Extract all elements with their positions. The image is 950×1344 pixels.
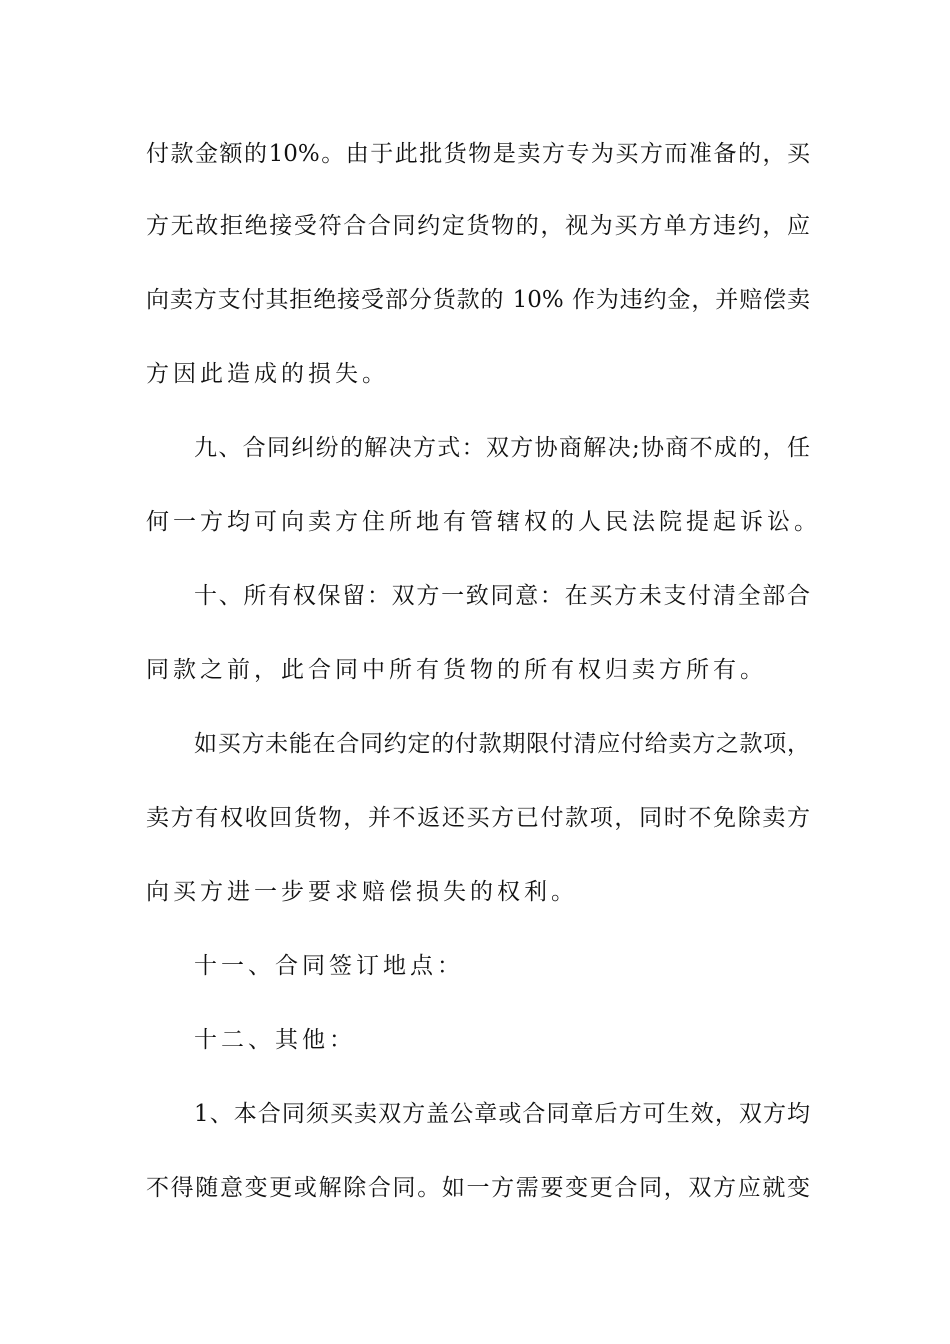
text-line: 同款之前，此合同中所有货物的所有权归卖方所有。 — [146, 657, 767, 683]
text-line: 不得随意变更或解除合同。如一方需要变更合同，双方应就变 — [146, 1175, 810, 1201]
text-line: 如买方未能在合同约定的付款期限付清应付给卖方之款项， — [194, 731, 810, 757]
text-line: 方无故拒绝接受符合合同约定货物的，视为买方单方违约，应 — [146, 213, 810, 239]
text-line: 十二、其他： — [194, 1027, 356, 1053]
text-line: 方因此造成的损失。 — [146, 361, 389, 387]
text-line: 卖方有权收回货物，并不返还买方已付款项，同时不免除卖方 — [146, 805, 810, 831]
text-line: 付款金额的10%。由于此批货物是卖方专为买方而准备的，买 — [146, 141, 810, 167]
text-line: 1、本合同须买卖双方盖公章或合同章后方可生效，双方均 — [194, 1101, 810, 1127]
text-line: 何一方均可向卖方住所地有管辖权的人民法院提起诉讼。 — [146, 509, 821, 535]
text-line: 向买方进一步要求赔偿损失的权利。 — [146, 879, 578, 905]
text-line: 向卖方支付其拒绝接受部分货款的 10% 作为违约金，并赔偿卖 — [146, 287, 810, 313]
text-line: 九、合同纠纷的解决方式：双方协商解决;协商不成的，任 — [194, 435, 810, 461]
text-line: 十一、合同签订地点： — [194, 953, 464, 979]
text-line: 十、所有权保留：双方一致同意：在买方未支付清全部合 — [194, 583, 810, 609]
